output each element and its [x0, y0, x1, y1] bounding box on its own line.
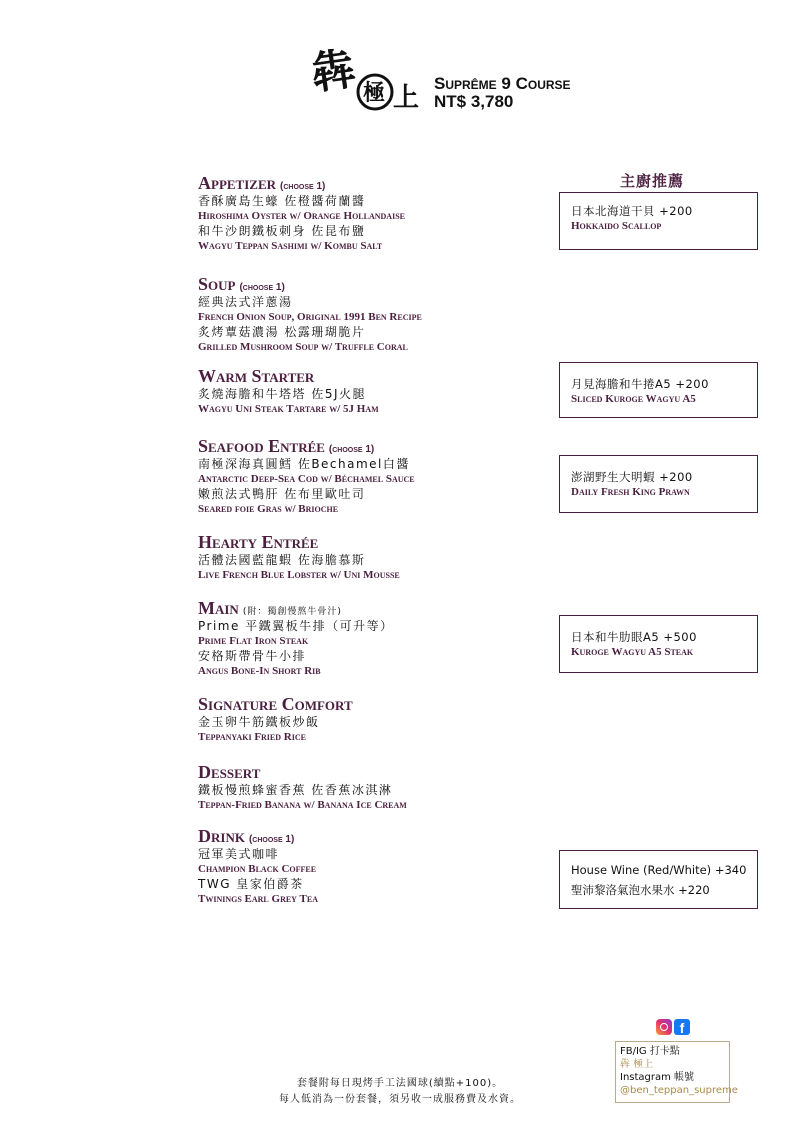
- item-en: Hiroshima Oyster w/ Orange Hollandaise: [198, 210, 405, 222]
- item-zh: 經典法式洋蔥湯: [198, 295, 293, 309]
- section-note: (choose 1): [239, 282, 285, 293]
- recommend-box: [559, 362, 758, 418]
- social-icons: [656, 1019, 690, 1038]
- brand-logo: [305, 30, 425, 120]
- recommend-box: [559, 192, 758, 250]
- section-title: Soup: [198, 274, 236, 294]
- instagram-handle[interactable]: @ben_teppan_supreme: [620, 1085, 738, 1096]
- course-price: NT$ 3,780: [434, 92, 514, 111]
- recommend-zh: 澎湖野生大明蝦 +200: [571, 470, 693, 484]
- section-title: Main: [198, 598, 239, 618]
- section-drink: [198, 826, 318, 906]
- recommend-en: Sliced Kuroge Wagyu A5: [571, 393, 696, 405]
- course-title: Suprême 9 Course: [434, 74, 571, 93]
- facebook-icon[interactable]: f: [674, 1019, 690, 1035]
- item-en: Live French Blue Lobster w/ Uni Mousse: [198, 569, 400, 581]
- recommend-en: Daily Fresh King Prawn: [571, 486, 690, 498]
- item-en: French Onion Soup, Original 1991 Ben Recipe: [198, 311, 422, 323]
- item-en: Teppanyaki Fried Rice: [198, 731, 306, 743]
- recommend-zh: 日本北海道干貝 +200: [571, 204, 693, 218]
- footer-note: 套餐附每日現烤手工法國球(續點+100)。: [296, 1078, 504, 1089]
- section-title: Signature Comfort: [198, 694, 353, 714]
- section-title: Warm Starter: [198, 366, 315, 386]
- section-note: (附：獨創慢熬牛骨汁): [242, 607, 342, 617]
- item-zh: 活體法國藍龍蝦 佐海膽慕斯: [198, 553, 366, 567]
- item-en: Champion Black Coffee: [198, 863, 317, 875]
- section-warm-starter: [198, 366, 379, 416]
- chef-recommend-heading: 主廚推薦: [620, 172, 685, 190]
- checkin-label: FB/IG 打卡點: [620, 1046, 680, 1057]
- item-zh: 南極深海真圓鱈 佐Bechamel白醬: [198, 457, 410, 471]
- section-signature-comfort: [198, 694, 353, 744]
- section-soup: [198, 274, 422, 354]
- item-zh: 和牛沙朗鐵板刺身 佐昆布鹽: [198, 224, 366, 238]
- recommend-box: [559, 455, 758, 513]
- instagram-label: Instagram 帳號: [620, 1072, 695, 1083]
- section-title: Hearty Entrée: [198, 532, 319, 552]
- item-en: Grilled Mushroom Soup w/ Truffle Coral: [198, 341, 408, 353]
- section-note: (choose 1): [280, 181, 326, 192]
- drink-upgrade: 聖沛黎洛氣泡水果水 +220: [571, 883, 710, 897]
- section-title: Drink: [198, 826, 245, 846]
- section-title: Appetizer: [198, 173, 277, 193]
- svg-text:上: 上: [393, 83, 420, 113]
- svg-text:極: 極: [363, 80, 386, 106]
- recommend-zh: 月見海膽和牛捲A5 +200: [571, 377, 709, 391]
- item-zh: 炙燒海膽和牛塔塔 佐5J火腿: [198, 387, 366, 401]
- instagram-icon[interactable]: [656, 1019, 672, 1035]
- svg-text:犇: 犇: [307, 43, 359, 101]
- item-en: Prime Flat Iron Steak: [198, 635, 309, 647]
- item-en: Teppan-Fried Banana w/ Banana Ice Cream: [198, 799, 407, 811]
- item-en: Antarctic Deep-Sea Cod w/ Béchamel Sauce: [198, 473, 415, 485]
- item-zh: Prime 平鐵翼板牛排（可升等）: [198, 619, 394, 633]
- section-note: (choose 1): [328, 444, 375, 455]
- item-zh: 金玉卵牛筋鐵板炒飯: [198, 715, 320, 729]
- recommend-en: Kuroge Wagyu A5 Steak: [571, 646, 694, 658]
- item-en: Wagyu Teppan Sashimi w/ Kombu Salt: [198, 240, 383, 252]
- section-dessert: [198, 762, 407, 812]
- recommend-en: Hokkaido Scallop: [571, 220, 662, 232]
- item-zh: 鐵板慢煎蜂蜜香蕉 佐香蕉冰淇淋: [198, 783, 393, 797]
- item-zh: 冠軍美式咖啡: [198, 847, 280, 861]
- item-en: Twinings Earl Grey Tea: [198, 893, 318, 905]
- item-en: Wagyu Uni Steak Tartare w/ 5J Ham: [198, 403, 379, 415]
- section-seafood-entree: [198, 436, 415, 516]
- checkin-name: 犇 極上: [620, 1059, 654, 1070]
- drink-upgrade: House Wine (Red/White) +340: [571, 863, 747, 877]
- item-zh: 炙烤蕈菇濃湯 松露珊瑚脆片: [198, 325, 366, 339]
- section-title: Seafood Entrée: [198, 436, 325, 456]
- item-zh: 香酥廣島生蠔 佐橙醬荷蘭醬: [198, 194, 366, 208]
- section-hearty-entree: [198, 532, 400, 582]
- section-main: [198, 598, 394, 678]
- item-zh: TWG 皇家伯爵茶: [198, 877, 304, 891]
- section-appetizer: [198, 173, 405, 253]
- drink-upgrade-box: [559, 850, 758, 909]
- section-note: (choose 1): [248, 834, 295, 845]
- item-zh: 安格斯帶骨牛小排: [198, 649, 307, 663]
- footer-note: 每人低消為一份套餐，須另收一成服務費及水資。: [279, 1094, 521, 1105]
- item-zh: 嫩煎法式鴨肝 佐布里歐吐司: [198, 487, 366, 501]
- item-en: Angus Bone-In Short Rib: [198, 665, 321, 677]
- recommend-box: [559, 615, 758, 673]
- recommend-zh: 日本和牛肋眼A5 +500: [571, 630, 697, 644]
- item-en: Seared foie Gras w/ Brioche: [198, 503, 339, 515]
- section-title: Dessert: [198, 762, 261, 782]
